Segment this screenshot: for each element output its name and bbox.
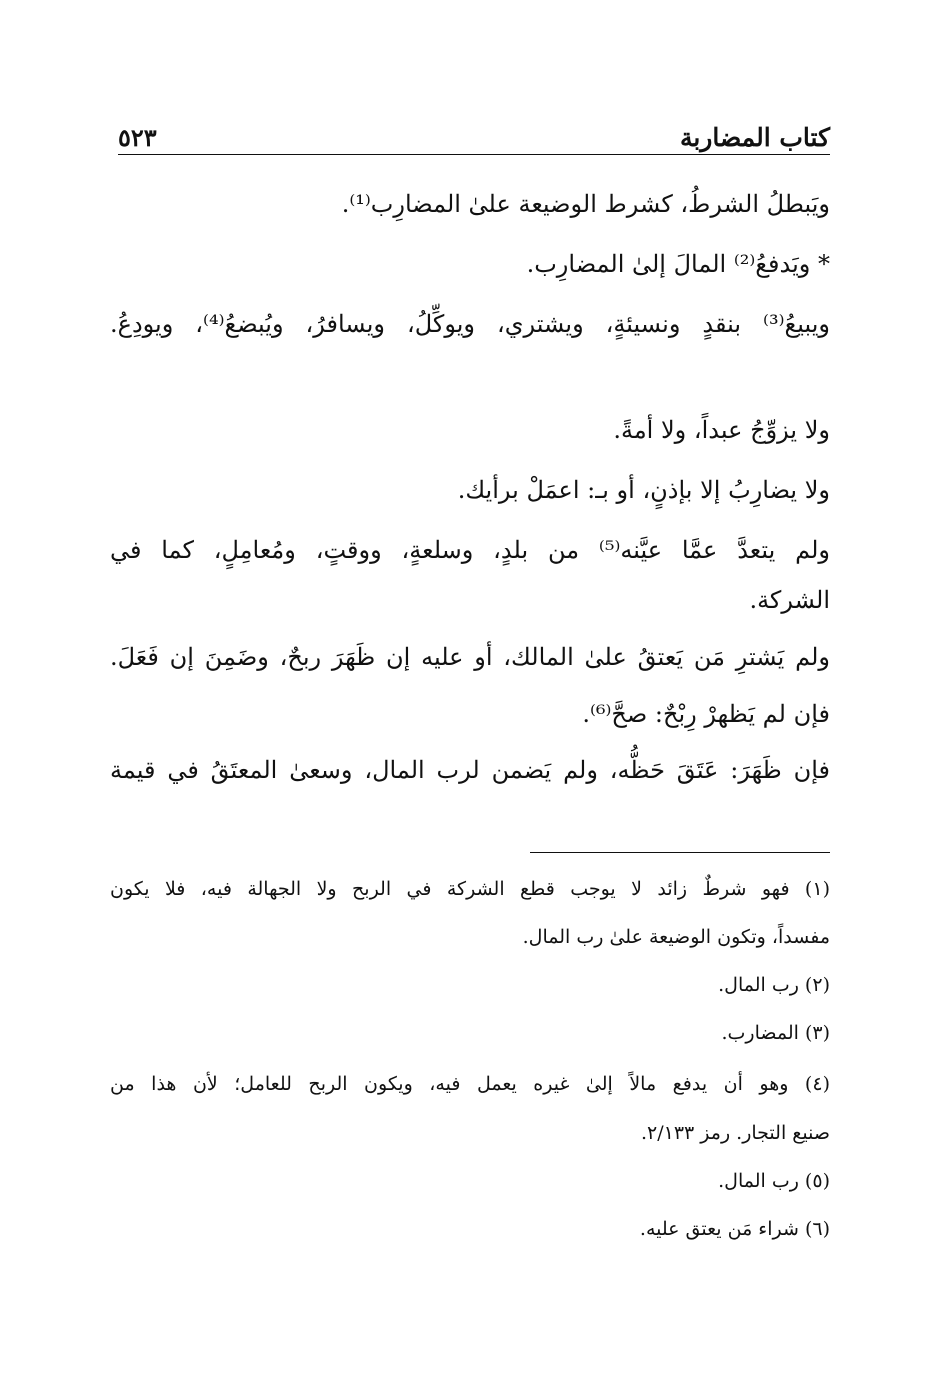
body-line: الشركة.	[749, 586, 830, 614]
footnote-line: صنيع التجار. رمز ٢/١٣٣.	[640, 1122, 830, 1144]
body-line: ولم يَشترِ مَن يَعتقُ علىٰ المالك، أو عليه إن ظَهَرَ ربحٌ، وضَمِنَ إن فَعَلَ.	[110, 643, 830, 671]
body-line: فإن لم يَظهرْ رِبْحٌ: صحَّ⁽⁶⁾.	[582, 700, 830, 728]
footnote-line: (١) فهو شرطٌ زائد لا يوجب قطع الشركة في الربح ولا الجهالة فيه، فلا يكون	[110, 878, 830, 900]
footnote-line: (٢) رب المال.	[718, 974, 830, 996]
footnote-line: (٣) المضارب.	[721, 1022, 830, 1044]
body-line: فإن ظَهَرَ: عَتَقَ حَظُّه، ولم يَضمن لرب المال، وسعىٰ المعتَقُ في قيمة	[110, 756, 830, 784]
page-number: ٥٢٣	[118, 123, 157, 152]
body-line: ويبيعُ⁽³⁾ بنقدٍ ونسيئةٍ، ويشتري، ويوكِّلُ، ويسافرُ، ويُبضعُ⁽⁴⁾، ويودِعُ.	[110, 310, 831, 338]
body-line: ولا يضارِبُ إلا بإذنٍ، أو بـ: اعمَلْ برأيك.	[457, 476, 830, 504]
footnote-divider	[530, 852, 830, 853]
chapter-title: كتاب المضاربة	[679, 123, 830, 152]
running-header	[118, 112, 830, 152]
body-line: ولا يزوِّجُ عبداً، ولا أمةً.	[613, 416, 830, 444]
footnote-line: (٤) وهو أن يدفع مالاً إلىٰ غيره يعمل فيه، ويكون الربح للعامل؛ لأن هذا من	[110, 1073, 830, 1095]
body-line: * ويَدفعُ⁽²⁾ المالَ إلىٰ المضارِب.	[526, 250, 830, 278]
header-divider	[118, 154, 830, 155]
footnote-line: (٥) رب المال.	[718, 1170, 830, 1192]
footnote-line: مفسداً، وتكون الوضيعة علىٰ رب المال.	[522, 926, 830, 948]
body-line: ويَبطلُ الشرطُ، كشرط الوضيعة علىٰ المضارِب⁽¹⁾.	[341, 190, 830, 218]
body-line: ولم يتعدَّ عمَّا عيَّنه⁽⁵⁾ من بلدٍ، وسلعةٍ، ووقتٍ، ومُعامِلٍ، كما في	[110, 536, 830, 564]
footnote-line: (٦) شراء مَن يعتق عليه.	[639, 1218, 830, 1240]
